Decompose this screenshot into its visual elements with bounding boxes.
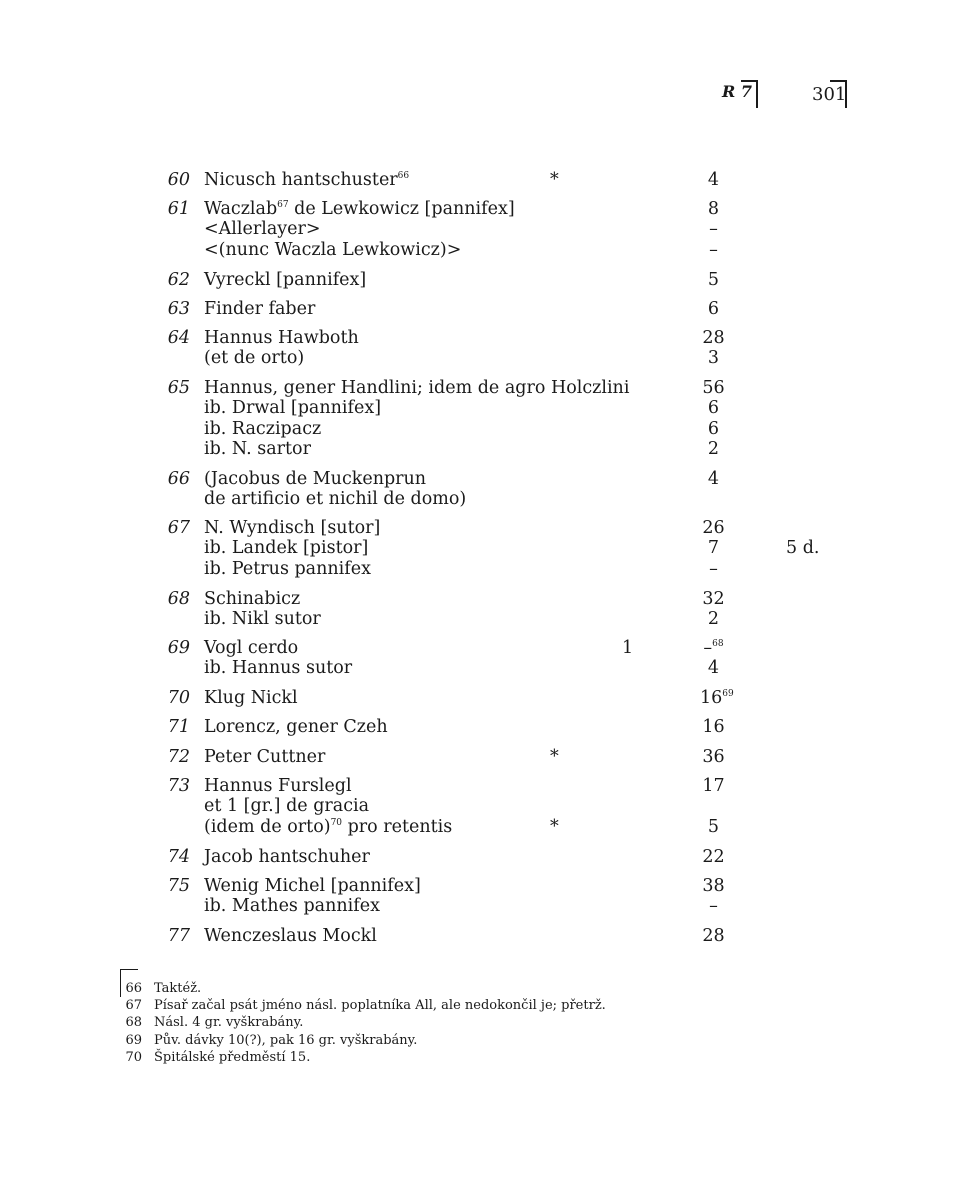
entry-name: Peter Cuttner [204,747,326,767]
entry-number: 61 [167,199,190,219]
entry-name: Nicusch hantschuster [204,170,398,190]
entry-text [204,328,359,348]
entry-name: ib. N. sartor [204,439,311,460]
footnote-text: Taktéž. [154,981,202,996]
entry-text [204,796,369,816]
amount-value [700,776,727,796]
amount-value [700,219,727,239]
amount-text: 8 [707,199,720,219]
amount-value [700,658,727,678]
entry-text [204,876,421,896]
entry-66 [0,469,960,510]
amount-text: 4 [707,469,720,489]
amount-value [700,439,727,459]
entry-text [204,219,321,239]
entry-line [0,219,960,239]
entry-number: 68 [167,589,190,609]
footnote-number: 70 [125,1049,142,1065]
entry-number: 67 [167,518,190,538]
entry-text [204,589,300,609]
footnote-text: Násl. 4 gr. vyškrabány. [154,1015,304,1031]
amount-text: 2 [707,609,720,630]
amount-value [700,559,727,579]
amount-text: 17 [702,776,725,796]
entry-text [204,926,377,946]
amount-value [700,876,727,896]
entry-text [204,776,352,796]
amount-text: 32 [702,589,725,609]
entry-line [0,609,960,629]
amount-value [700,419,727,439]
entry-line [0,817,960,837]
entry-line [0,717,960,737]
entry-text [204,270,366,290]
entry-line [0,299,960,319]
page-number: 301 [812,84,847,105]
entry-line [0,896,960,916]
entry-number: 72 [167,747,190,767]
entry-number: 71 [167,717,190,737]
amount-text: – [709,896,718,917]
entry-name: Lorencz, gener Czeh [204,717,388,737]
entry-line [0,439,960,459]
footnote-ref: 67 [277,200,289,210]
entry-name: Hannus, gener Handlini; idem de agro Holczlini [204,378,630,398]
entry-line [0,658,960,678]
amount-value [700,538,727,558]
amount-value [700,688,734,711]
entry-77 [0,926,960,946]
footnote [0,1049,960,1066]
entry-text [204,439,311,459]
entry-73 [0,776,960,837]
entry-text [204,747,325,767]
entry-name: ib. Drwal [pannifex] [204,398,382,419]
entry-71 [0,717,960,737]
footnote [0,1014,960,1031]
amount-value [700,398,727,418]
amount-text: 5 [707,816,720,837]
footnote-ref: 68 [712,639,724,649]
entry-text [204,299,315,319]
footnotes [0,980,960,1066]
amount-value [700,717,727,737]
amount-value [700,299,727,319]
entry-name: Hannus Hawboth [204,328,359,348]
entry-name: ib. Nikl sutor [204,609,321,630]
header-corner-mark [741,80,758,108]
entry-line [0,589,960,609]
entry-text [204,896,380,916]
entry-line [0,270,960,290]
footnote-text: Špitálské předměstí 15. [154,1049,311,1065]
entry-line [0,489,960,509]
amount-text: 16 [700,688,723,708]
footnote-number: 67 [125,998,142,1014]
entry-text [204,398,381,418]
entry-line [0,469,960,489]
amount-text: 22 [702,847,725,867]
entry-name: Finder faber [204,299,316,319]
entry-62 [0,270,960,290]
amount-text: 4 [707,658,720,679]
entry-text [204,419,321,439]
entry-name: (idem de orto) [204,816,331,837]
footnote [0,980,960,997]
entry-text [204,609,321,629]
entry-69 [0,638,960,679]
amount-value [700,348,727,368]
entry-text [204,638,298,658]
entry-name: ib. Mathes pannifex [204,896,380,917]
asterisk-mark: * [550,170,559,190]
entry-line [0,199,960,219]
entry-line [0,170,960,190]
entry-name: Klug Nickl [204,688,298,708]
amount-text: 28 [702,926,725,946]
amount-extra: 5 d. [786,538,820,559]
entry-text [204,538,368,558]
amount-text: 28 [702,328,725,348]
entry-line [0,747,960,767]
header-corner-mark [830,80,847,108]
entry-name: et 1 [gr.] de gracia [204,796,370,817]
entry-name: Jacob hantschuher [204,847,370,867]
entry-name: Hannus Furslegl [204,776,352,796]
entry-line [0,419,960,439]
entry-name: Wenig Michel [pannifex] [204,876,421,896]
entry-line [0,518,960,538]
entry-line [0,559,960,579]
amount-text: 56 [702,378,725,398]
amount-text: – [709,239,718,260]
entry-name: de artificio et nichil de domo) [204,489,467,510]
footnote [0,1032,960,1049]
entry-72 [0,747,960,767]
footnote-ref: 69 [722,689,734,699]
entry-74 [0,847,960,867]
amount-text: – [703,638,713,658]
entry-number: 63 [167,299,190,319]
entry-text [204,240,461,260]
entry-line [0,776,960,796]
entry-line [0,688,960,708]
amount-value [700,270,727,290]
entry-line [0,240,960,260]
entry-text [204,469,426,489]
entry-number: 74 [167,847,190,867]
entry-line [0,796,960,816]
footnote [0,997,960,1014]
entry-number: 66 [167,469,190,489]
amount-text: 4 [707,170,720,190]
footnote-number: 69 [125,1032,142,1048]
amount-value [700,199,727,219]
amount-col1: 1 [622,638,634,658]
entry-text [204,559,371,579]
entry-text [204,658,352,678]
amount-text: – [709,558,718,579]
amount-value [700,170,727,190]
entry-text [204,170,409,193]
entry-number: 77 [167,926,190,946]
entry-name: ib. Landek [pistor] [204,538,369,559]
section-label: R 7 [722,82,752,101]
amount-value [700,328,727,348]
entry-name: Vogl cerdo [204,638,299,658]
entry-name: (et de orto) [204,348,305,369]
entry-line [0,328,960,348]
entry-line [0,398,960,418]
entry-65 [0,378,960,460]
entry-line [0,638,960,658]
amount-text: 3 [707,348,720,369]
amount-text: 2 [707,439,720,460]
entry-number: 69 [167,638,190,658]
amount-text: 5 [707,270,720,290]
entry-number: 64 [167,328,190,348]
footnote-text: Písař začal psát jméno násl. poplatníka All, ale nedokončil je; přetrž. [154,998,606,1014]
entry-line [0,378,960,398]
entry-63 [0,299,960,319]
amount-value [700,847,727,867]
amount-text: – [709,219,718,240]
entry-text [204,489,466,509]
amount-text: 26 [702,518,725,538]
entry-67 [0,518,960,579]
entry-text [204,717,388,737]
entry-name-cont: de Lewkowicz [pannifex] [288,199,515,219]
entry-text [204,378,629,398]
entry-70 [0,688,960,708]
entry-text [204,847,370,867]
entry-name: <(nunc Waczla Lewkowicz)> [204,239,462,260]
amount-text: 6 [707,418,720,439]
entry-name: Vyreckl [pannifex] [204,270,367,290]
entry-text [204,518,380,538]
amount-value [700,240,727,260]
entry-line [0,926,960,946]
entry-name-cont: pro retentis [342,816,453,837]
entry-name: (Jacobus de Muckenprun [204,469,427,489]
entry-text [204,348,304,368]
amount-value [700,469,727,489]
amount-value [700,896,727,916]
entry-60 [0,170,960,190]
entry-75 [0,876,960,917]
entry-number: 73 [167,776,190,796]
entry-61 [0,199,960,260]
entry-64 [0,328,960,369]
amount-value [700,378,727,398]
entry-name: Schinabicz [204,589,301,609]
entry-text [204,688,298,708]
amount-text: 7 [707,538,720,559]
entry-line [0,847,960,867]
entry-name: N. Wyndisch [sutor] [204,518,381,538]
amount-value [700,518,727,538]
asterisk-mark: * [550,816,559,837]
entry-number: 60 [167,170,190,190]
entry-number: 70 [167,688,190,708]
footnote-number: 68 [125,1015,142,1031]
footnote-text: Pův. dávky 10(?), pak 16 gr. vyškrabány. [154,1032,418,1048]
amount-value [700,747,727,767]
entry-line [0,538,960,558]
amount-text: 6 [707,398,720,419]
amount-value [700,817,727,837]
asterisk-mark: * [550,747,559,767]
entry-name: Wenczeslaus Mockl [204,926,377,946]
entry-name: <Allerlayer> [204,219,321,240]
amount-text: 6 [707,299,720,319]
entry-name: ib. Petrus pannifex [204,558,371,579]
entry-name: ib. Hannus sutor [204,658,353,679]
entry-name: Waczlab [204,199,278,219]
amount-value [700,926,727,946]
amount-text: 38 [702,876,725,896]
entry-text [204,817,452,840]
entry-number: 62 [167,270,190,290]
entry-number: 75 [167,876,190,896]
entry-line [0,876,960,896]
footnote-ref: 66 [397,171,410,181]
footnote-number: 66 [125,981,142,996]
amount-value [700,609,727,629]
amount-value [700,589,727,609]
amount-text: 36 [702,747,725,767]
entry-68 [0,589,960,630]
entry-line [0,348,960,368]
amount-text: 16 [702,717,725,737]
entry-name: ib. Raczipacz [204,418,322,439]
footnote-ref: 70 [330,817,343,828]
entry-number: 65 [167,378,190,398]
